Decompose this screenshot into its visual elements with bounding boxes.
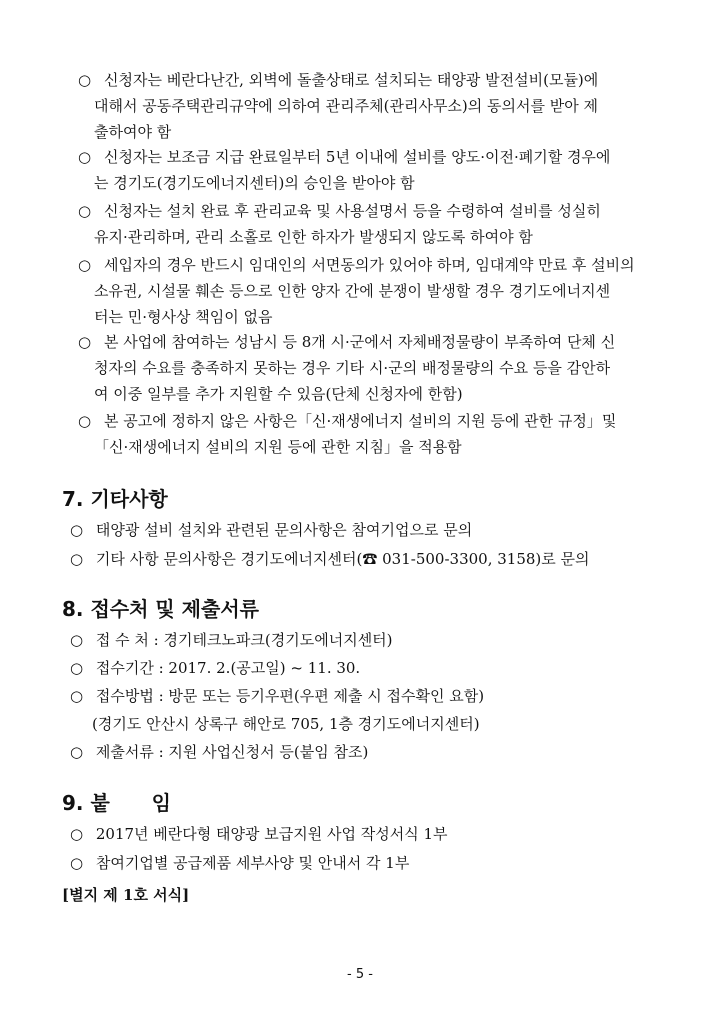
section-8-item-1 (70, 629, 393, 651)
item-line: 본 공고에 정하지 않은 사항은「신·재생에너지 설비의 지원 등에 관한 규정」및 (104, 412, 617, 430)
item-line: 신청자는 보조금 지급 완료일부터 5년 이내에 설비를 양도·이전·폐기할 경우에 (104, 148, 611, 166)
item-line: 유지·관리하며, 관리 소홀로 인한 하자가 발생되지 않도록 하여야 함 (94, 228, 533, 246)
item-text: 접수기간 : 2017. 2.(공고일) ~ 11. 30. (95, 659, 361, 677)
section-8-item-2 (70, 657, 360, 679)
bullet-circle: ○ (70, 631, 84, 649)
item-text: 기타 사항 문의사항은 경기도에너지센터(☎ 031-500-3300, 3158)로 문의 (95, 550, 590, 568)
item-text: 접수방법 : 방문 또는 등기우편(우편 제출 시 접수확인 요함) (95, 687, 485, 705)
bullet-circle: ○ (78, 256, 92, 274)
attachment-form-label: [별지 제 1호 서식] (62, 886, 190, 904)
item-line: 는 경기도(경기도에너지센터)의 승인을 받아야 함 (94, 174, 415, 192)
page-number: - 5 - (347, 967, 373, 982)
item-line: 청자의 수요를 충족하지 못하는 경우 기타 시·군의 배정물량의 수요 등을 감안하 (94, 359, 611, 377)
section-9-title: 9. 붙 임 (62, 791, 171, 815)
bullet-circle: ○ (70, 521, 84, 539)
bullet-circle: ○ (70, 687, 84, 705)
item-line: 신청자는 베란다난간, 외벽에 돌출상태로 설치되는 태양광 발전설비(모듈)에 (104, 71, 599, 89)
section-7-item-2 (70, 548, 590, 570)
item-line: 「신·재생에너지 설비의 지원 등에 관한 지침」을 적용함 (94, 438, 462, 456)
item-text: 접 수 처 : 경기테크노파크(경기도에너지센터) (95, 631, 393, 649)
item-text: 참여기업별 공급제품 세부사양 및 안내서 각 1부 (95, 854, 410, 872)
section-9-item-2 (70, 852, 409, 874)
bullet-circle: ○ (78, 71, 92, 89)
bullet-circle: ○ (78, 412, 92, 430)
item-line: 세입자의 경우 반드시 임대인의 서면동의가 있어야 하며, 임대계약 만료 후 설비의 (104, 256, 635, 274)
bullet-circle: ○ (70, 550, 84, 568)
section-8-item-3 (70, 685, 484, 707)
section-7-title: 7. 기타사항 (62, 487, 168, 511)
item-text: 2017년 베란다형 태양광 보급지원 사업 작성서식 1부 (95, 825, 448, 843)
item-line: 여 이중 일부를 추가 지원할 수 있음(단체 신청자에 한함) (94, 385, 463, 403)
section-7-item-1 (70, 519, 472, 541)
bullet-circle: ○ (78, 333, 92, 351)
section-8-title: 8. 접수처 및 제출서류 (62, 597, 259, 621)
bullet-circle: ○ (70, 743, 84, 761)
item-line: 대해서 공동주택관리규약에 의하여 관리주체(관리사무소)의 동의서를 받아 제 (94, 97, 598, 115)
item-line: 출하여야 함 (94, 123, 172, 141)
section-8-address-note: (경기도 안산시 상록구 해안로 705, 1층 경기도에너지센터) (92, 715, 480, 733)
item-line: 터는 민·형사상 책임이 없음 (94, 308, 273, 326)
section-8-item-4 (70, 741, 368, 763)
item-text: 제출서류 : 지원 사업신청서 등(붙임 참조) (95, 743, 369, 761)
item-text: 태양광 설비 설치와 관련된 문의사항은 참여기업으로 문의 (95, 521, 473, 539)
bullet-circle: ○ (70, 659, 84, 677)
bullet-circle: ○ (78, 148, 92, 166)
section-9-item-1 (70, 823, 448, 845)
bullet-circle: ○ (78, 202, 92, 220)
item-line: 신청자는 설치 완료 후 관리교육 및 사용설명서 등을 수령하여 설비를 성실히 (104, 202, 601, 220)
bullet-circle: ○ (70, 854, 84, 872)
item-line: 본 사업에 참여하는 성남시 등 8개 시·군에서 자체배정물량이 부족하여 단체 신 (104, 333, 616, 351)
bullet-circle: ○ (70, 825, 84, 843)
item-line: 소유권, 시설물 훼손 등으로 인한 양자 간에 분쟁이 발생할 경우 경기도에너지센 (94, 282, 611, 300)
